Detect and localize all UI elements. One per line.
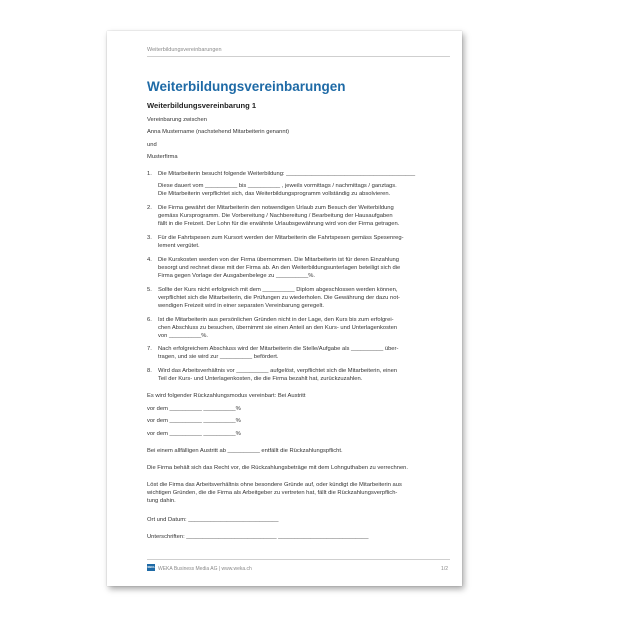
place-date-line: Ort und Datum: ____________________________ — [147, 517, 279, 523]
item-3-number: 3. — [147, 235, 152, 241]
item-4-line-2: besorgt und rechnet diese mit der Firma ab. An den Weiterbildungsunterlagen beteiligt sich die — [158, 265, 401, 271]
item-6-line-3: von __________%. — [158, 333, 208, 339]
item-2-line-3: fällt in die Freizeit. Der Lohn für die erwähnte Urlaubsgewährung wird von der Firma getragen. — [158, 221, 400, 227]
document-title: Weiterbildungsvereinbarungen — [147, 79, 346, 94]
repayment-offset: Die Firma behält sich das Recht vor, die Rückzahlungsbeträge mit dem Lohnguthaben zu verrechnen. — [147, 465, 409, 471]
item-2-line-1: Die Firma gewährt der Mitarbeiterin den notwendigen Urlaub zum Besuch der Weiterbildung — [158, 205, 394, 211]
repayment-row-1: vor dem __________ __________% — [147, 406, 241, 412]
item-8-line-2: Teil der Kurs- und Unterlagenkosten, die die Firma bezahlt hat, zurückzuzahlen. — [158, 376, 363, 382]
item-5-number: 5. — [147, 287, 152, 293]
termination-line-1: Löst die Firma das Arbeitsverhältnis ohne besondere Gründe auf, oder kündigt die Mitarbeiterin aus — [147, 482, 402, 488]
termination-line-2: wichtigen Gründen, die die Firma als Arbeitgeber zu vertreten hat, fällt die Rückzahlungsverpflich- — [147, 490, 398, 496]
intro-line-1: Vereinbarung zwischen — [147, 117, 207, 123]
item-5-line-1: Sollte der Kurs nicht erfolgreich mit dem __________ Diplom abgeschlossen werden können, — [158, 287, 398, 293]
item-6-line-1: Ist die Mitarbeiterin aus persönlichen Gründen nicht in der Lage, den Kurs bis zum erfolgrei- — [158, 317, 394, 323]
signatures-line: Unterschriften: ____________________________ ____________________________ — [147, 534, 369, 540]
item-8-line-1: Wird das Arbeitsverhältnis vor __________ aufgelöst, verpflichtet sich die Mitarbeiterin, einen — [158, 368, 398, 374]
item-7-line-2: tragen, und sie wird zur __________ befördert. — [158, 354, 279, 360]
item-2-line-2: gemäss Kursprogramm. Die Vorbereitung / Nachbereitung / Bearbeitung der Hausaufgaben — [158, 213, 393, 219]
page-number: 1/2 — [441, 566, 448, 572]
intro-line-3: und — [147, 142, 157, 148]
repayment-after: Bei einem allfälligen Austritt ab __________ entfällt die Rückzahlungspflicht. — [147, 448, 343, 454]
repayment-row-3: vor dem __________ __________% — [147, 431, 241, 437]
agreement-subtitle: Weiterbildungsvereinbarung 1 — [147, 101, 257, 110]
intro-line-2: Anna Mustername (nachstehend Mitarbeiterin genannt) — [147, 129, 290, 135]
item-5-line-3: wendigen Freizeit wird in einer separaten Vereinbarung geregelt. — [158, 303, 324, 309]
item-1-number: 1. — [147, 171, 152, 177]
item-1-line-1: Die Mitarbeiterin besucht folgende Weiterbildung: ________________________________________ — [158, 171, 416, 177]
termination-line-3: tung dahin. — [147, 498, 176, 504]
item-2-number: 2. — [147, 205, 152, 211]
item-4-line-1: Die Kurskosten werden von der Firma übernommen. Die Mitarbeiterin ist für deren Einzahlung — [158, 257, 400, 263]
item-6-line-2: chen Abschluss zu besuchen, übernimmt sie einen Anteil an den Kurs- und Unterlagenkosten — [158, 325, 398, 331]
weka-logo: WEKA — [147, 566, 155, 569]
running-header: Weiterbildungsvereinbarungen — [147, 47, 222, 53]
footer-rule — [147, 559, 450, 560]
item-4-number: 4. — [147, 257, 152, 263]
item-3-line-1: Für die Fahrtspesen zum Kursort werden der Mitarbeiterin die Fahrtspesen gemäss Spesenreg- — [158, 235, 404, 241]
repayment-row-2: vor dem __________ __________% — [147, 418, 241, 424]
footer-text: WEKA Business Media AG | www.weka.ch — [158, 566, 252, 572]
repayment-intro: Es wird folgender Rückzahlungsmodus vereinbart: Bei Austritt — [147, 393, 306, 399]
item-8-number: 8. — [147, 368, 152, 374]
header-rule — [147, 56, 450, 57]
intro-line-4: Musterfirma — [147, 154, 178, 160]
document-page — [107, 31, 462, 586]
item-1-line-3: Die Mitarbeiterin verpflichtet sich, das Weiterbildungsprogramm vollständig zu absolvieren. — [158, 191, 391, 197]
item-7-line-1: Nach erfolgreichem Abschluss wird der Mitarbeiterin die Stelle/Aufgabe als __________ über- — [158, 346, 399, 352]
item-6-number: 6. — [147, 317, 152, 323]
item-4-line-3: Firma gegen Vorlage der Ausgabenbelege zu __________%. — [158, 273, 315, 279]
item-1-line-2: Diese dauert vom __________ bis __________ , jeweils vormittags / nachmittags / ganztags. — [158, 183, 397, 189]
item-3-line-2: lement vergütet. — [158, 243, 200, 249]
item-5-line-2: verpflichtet sich die Mitarbeiterin, die Prüfungen zu wiederholen. Die Gewährung der dazu not- — [158, 295, 400, 301]
item-7-number: 7. — [147, 346, 152, 352]
